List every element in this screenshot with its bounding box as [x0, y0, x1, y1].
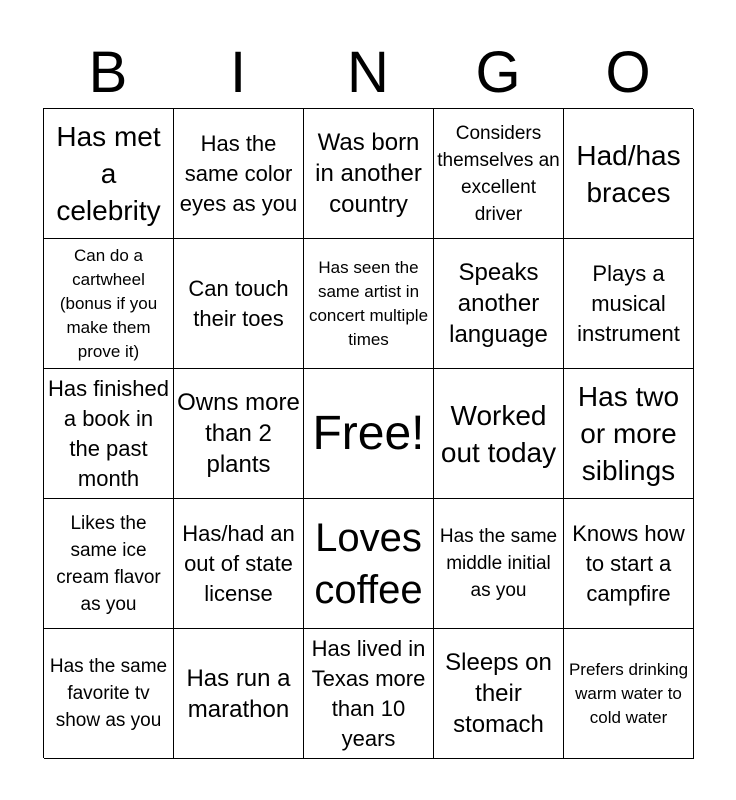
cell-text: Prefers drinking warm water to cold water	[568, 659, 689, 727]
bingo-cell-r1-c1[interactable]	[44, 109, 174, 239]
cell-text: Has the same favorite tv show as you	[49, 656, 168, 731]
bingo-cell-r2-c4[interactable]	[434, 239, 564, 369]
bingo-cell-r5-c4[interactable]	[434, 629, 564, 759]
bingo-cell-free[interactable]	[304, 369, 434, 499]
cell-text: Loves coffee	[314, 515, 423, 612]
cell-text: Knows how to start a campfire	[572, 520, 685, 606]
cell-text: Speaks another language	[449, 259, 548, 348]
bingo-cell-r1-c2[interactable]	[174, 109, 304, 239]
cell-text: Sleeps on their stomach	[445, 649, 552, 738]
bingo-cell-r3-c5[interactable]	[564, 369, 694, 499]
bingo-cell-r5-c2[interactable]	[174, 629, 304, 759]
cell-text: Was born in another country	[315, 129, 422, 218]
header-letter-o: O	[605, 40, 651, 105]
header-letter-b: B	[88, 40, 128, 105]
bingo-cell-r5-c3[interactable]	[304, 629, 434, 759]
bingo-cell-r5-c1[interactable]	[44, 629, 174, 759]
bingo-cell-r4-c5[interactable]	[564, 499, 694, 629]
cell-text: Has/had an out of state license	[182, 520, 295, 606]
bingo-cell-r2-c3[interactable]	[304, 239, 434, 369]
bingo-cell-r4-c2[interactable]	[174, 499, 304, 629]
bingo-header	[43, 38, 693, 108]
cell-text: Likes the same ice cream flavor as you	[56, 512, 161, 615]
free-space-label: Free!	[312, 406, 425, 460]
cell-text: Has the same color eyes as you	[179, 130, 298, 216]
cell-text: Has the same middle initial as you	[439, 526, 558, 601]
cell-text: Can touch their toes	[188, 275, 289, 331]
cell-text: Has two or more siblings	[577, 381, 680, 486]
bingo-cell-r5-c5[interactable]	[564, 629, 694, 759]
bingo-cell-r3-c1[interactable]	[44, 369, 174, 499]
header-letter-n: N	[347, 40, 389, 105]
cell-text: Has seen the same artist in concert multiple times	[308, 257, 429, 349]
cell-text: Considers themselves an excellent driver	[437, 122, 560, 225]
bingo-cell-r2-c2[interactable]	[174, 239, 304, 369]
cell-text: Owns more than 2 plants	[177, 389, 300, 478]
bingo-cell-r4-c1[interactable]	[44, 499, 174, 629]
cell-text: Plays a musical instrument	[577, 260, 680, 346]
bingo-cell-r4-c3[interactable]	[304, 499, 434, 629]
bingo-cell-r1-c3[interactable]	[304, 109, 434, 239]
bingo-cell-r3-c4[interactable]	[434, 369, 564, 499]
bingo-board	[43, 108, 693, 758]
cell-text: Has run a marathon	[186, 664, 291, 723]
bingo-cell-r4-c4[interactable]	[434, 499, 564, 629]
header-letter-g: G	[475, 40, 521, 105]
bingo-cell-r2-c5[interactable]	[564, 239, 694, 369]
cell-text: Had/has braces	[576, 139, 681, 208]
cell-text: Has met a celebrity	[56, 121, 161, 226]
bingo-cell-r1-c4[interactable]	[434, 109, 564, 239]
bingo-cell-r1-c5[interactable]	[564, 109, 694, 239]
bingo-cell-r3-c2[interactable]	[174, 369, 304, 499]
cell-text: Has finished a book in the past month	[47, 375, 170, 491]
cell-text: Has lived in Texas more than 10 years	[311, 635, 426, 751]
header-letter-i: I	[229, 40, 247, 105]
bingo-cell-r2-c1[interactable]	[44, 239, 174, 369]
cell-text: Can do a cartwheel (bonus if you make them prove it)	[59, 245, 158, 361]
cell-text: Worked out today	[440, 399, 557, 468]
